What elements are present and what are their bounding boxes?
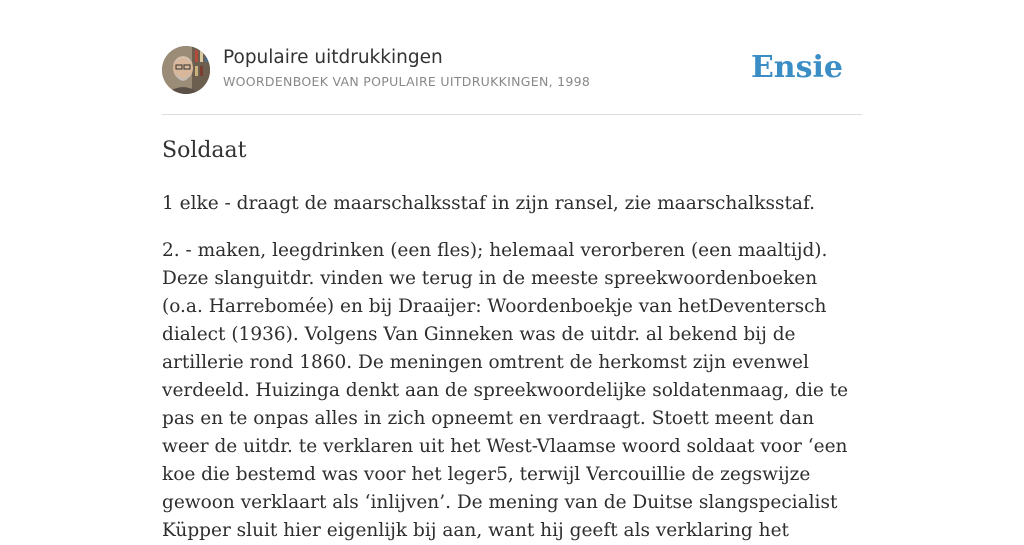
entry-paragraph-2: 2. - maken, leegdrinken (een fles); helemaal verorberen (een maaltijd). Deze slanguitdr. vinden we terug in de meeste spreekwoordenboeken (o.a. Harrebomée) en bij Draaijer: Woordenboekje van hetDeventersch dialect (1936). Volgens Van Ginneken was de uitdr. al bekend bij de artillerie rond 1860. De meningen omtrent de herkomst zijn evenwel verdeeld. Huizinga denkt aan de spreekwoordelijke soldatenmaag, die te pas en te onpas alles in zich opneemt en verdraagt. Stoett meent dan weer de uitdr. te verklaren uit het West-Vlaamse woord soldaat voor ‘een koe die bestemd was voor het leger5, terwijl Vercouillie de zegswijze gewoon verklaart als ‘inlijven’. De mening van de Duitse slangspecialist Küpper sluit hier eigenlijk bij aan, want hij geeft als verklaring het — [162, 240, 849, 541]
source-title[interactable]: Populaire uitdrukkingen — [223, 47, 443, 68]
author-avatar[interactable] — [162, 46, 210, 94]
entry-title: Soldaat — [162, 138, 247, 163]
author-portrait-icon — [162, 46, 210, 94]
source-header — [162, 0, 862, 115]
page-content — [162, 0, 862, 541]
entry-paragraph-1: 1 elke - draagt de maarschalksstaf in zijn ransel, zie maarschalksstaf. — [162, 193, 816, 214]
ensie-logo[interactable]: Ensie — [750, 50, 843, 85]
source-subtitle: WOORDENBOEK VAN POPULAIRE UITDRUKKINGEN, 1998 — [223, 74, 591, 89]
